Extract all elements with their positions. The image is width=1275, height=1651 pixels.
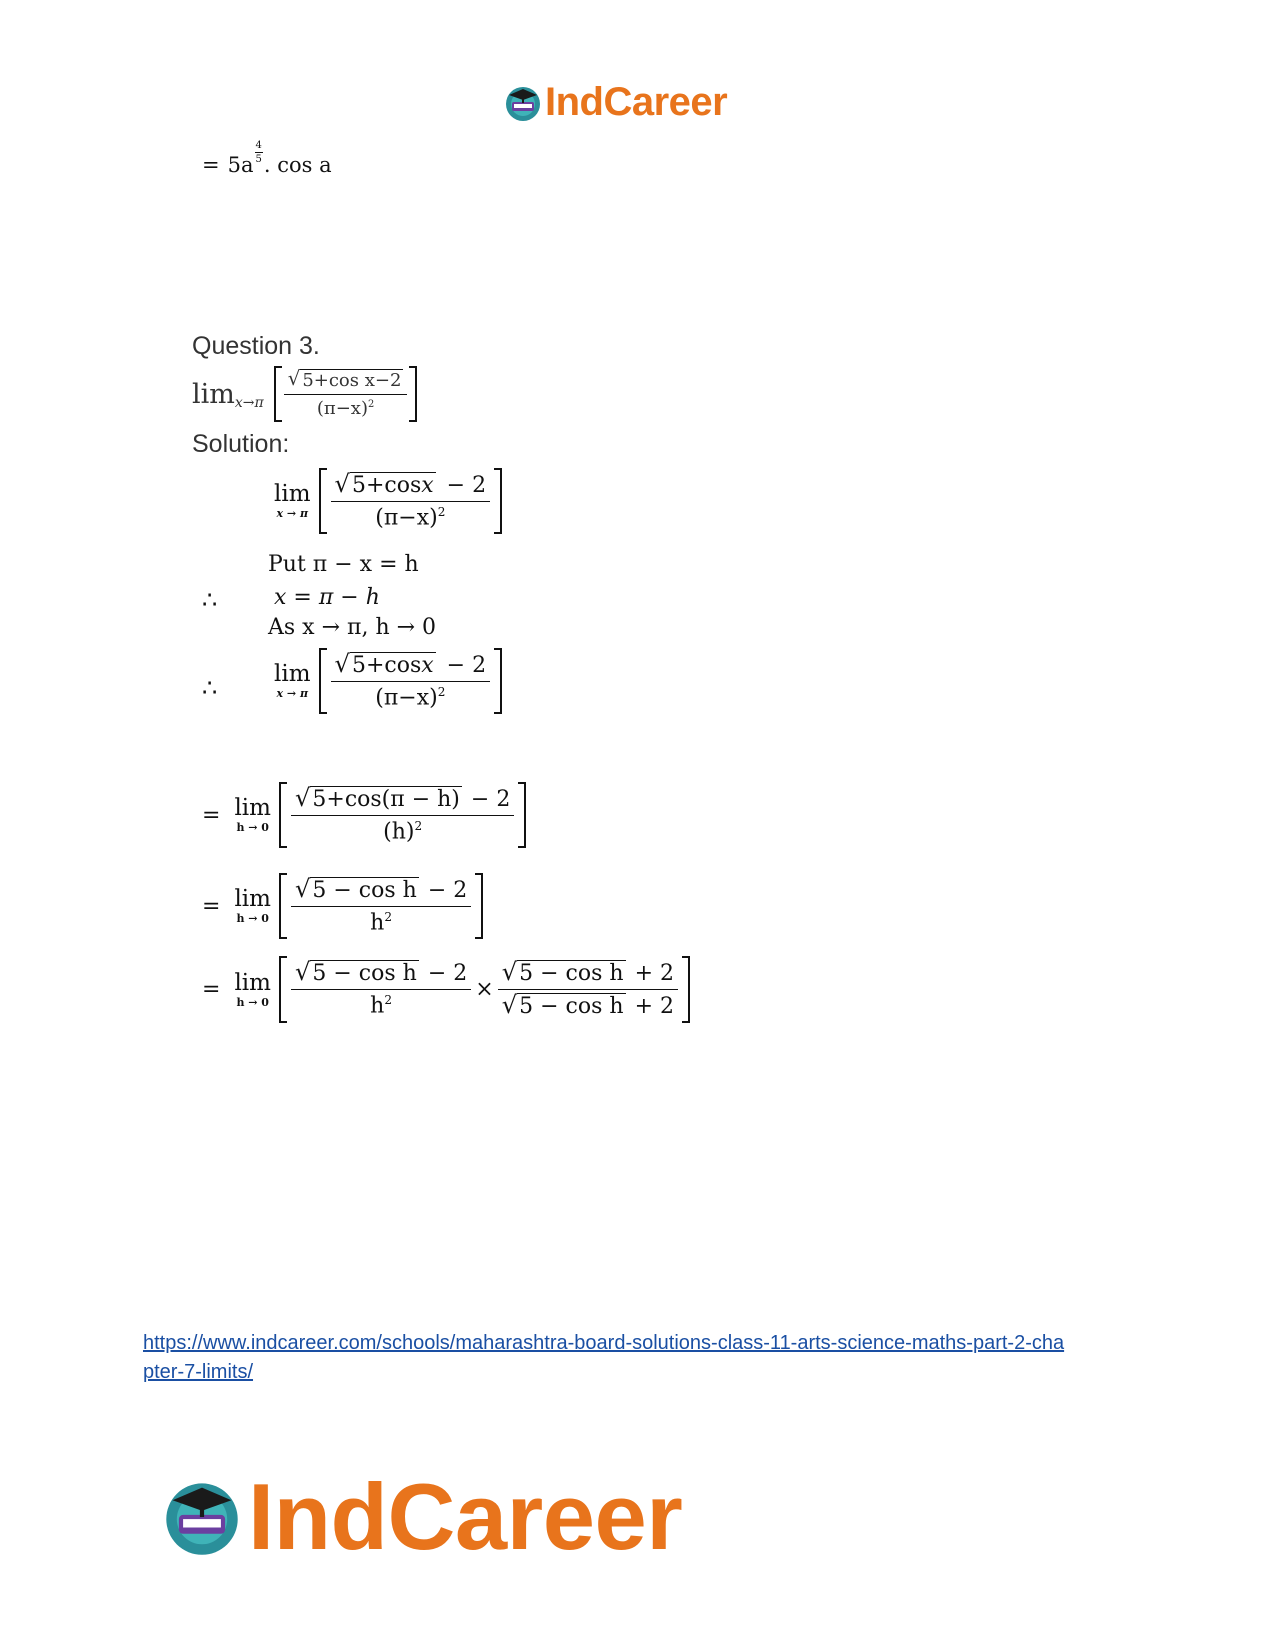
footer-logo [160, 1464, 683, 1569]
globe-graduate-icon [160, 1475, 244, 1559]
exponent-fraction: $\frac{4}{5}$ [255, 140, 262, 165]
therefore-symbol: ∴ [202, 586, 218, 614]
logo-text: IndCareer [545, 80, 728, 124]
step-3: = lim h → 0 √ 5 − cos h − 2 $h^2$ × √ 5 − cos h + 2 √ 5 − cos h + 2 [202, 956, 690, 1023]
put-line: Put π − x = h [268, 552, 419, 577]
header-logo [503, 80, 727, 125]
solution-limit-1: lim x → π √ 5+cosx − 2 $(\pi-x)^2$ [274, 468, 502, 534]
therefore-symbol: ∴ [202, 674, 218, 702]
question-expression: lim x→π √ 5+cos x−2 $(\pi-x)^2$ [192, 366, 417, 422]
question-bracket: √ 5+cos x−2 $(\pi-x)^2$ [274, 366, 418, 422]
x-line: x = π − h [274, 585, 380, 610]
solution-limit-2: lim x → π √ 5+cosx − 2 $(\pi-x)^2$ [274, 648, 502, 714]
question-label: Question 3. [192, 332, 320, 360]
source-link[interactable]: https://www.indcareer.com/schools/maharashtra-board-solutions-class-11-arts-science-maths-part-2-chapter-7-limits/ [143, 1332, 1065, 1383]
step-2: = lim h → 0 √ 5 − cos h − 2 $h^2$ [202, 873, 483, 939]
globe-graduate-icon [503, 83, 543, 123]
logo-text: IndCareer [248, 1464, 683, 1569]
step-1: = lim h → 0 √ 5+cos(π − h) − 2 $(h)^2$ [202, 782, 526, 848]
top-result: = 5a $\frac{4}{5}$ . cos a [202, 140, 332, 177]
as-line: As x → π, h → 0 [268, 615, 437, 640]
solution-label: Solution: [192, 430, 290, 458]
